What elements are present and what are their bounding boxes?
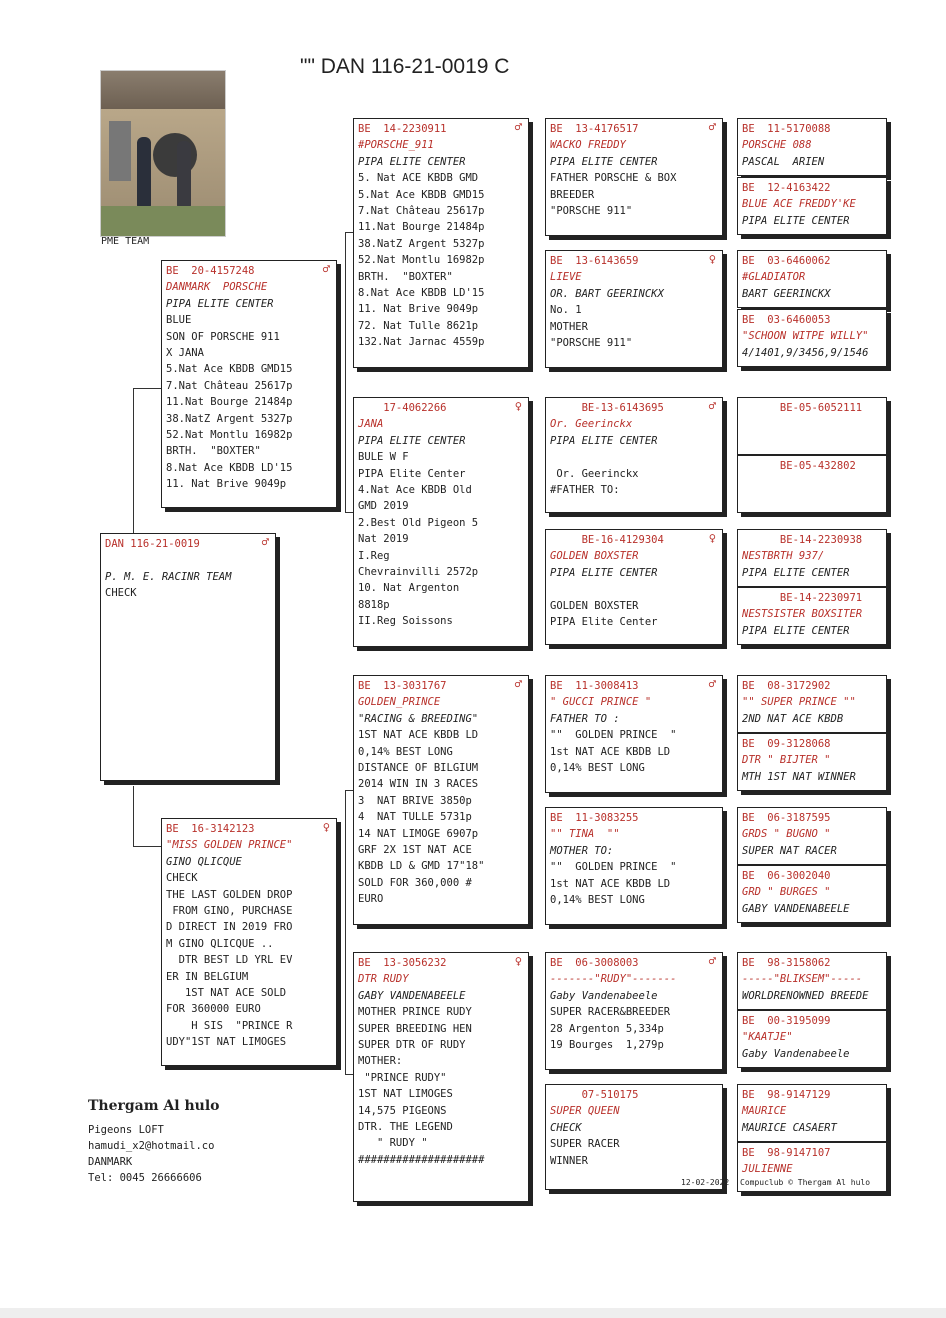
pigeon-g7 [737,529,887,587]
pigeon-line: "PORSCHE 911" [550,336,633,349]
female-sex-icon: ♀ [322,820,330,834]
pigeon-line: "" TINA "" [550,828,620,841]
pigeon-line: SON OF PORSCHE 911 [166,330,280,343]
pigeon-line: MOTHER: [358,1055,403,1068]
pigeon-line: "" SUPER PRINCE "" [742,696,856,709]
pigeon-line: NESTBRTH 937/ [742,550,825,563]
owner-line: Pigeons LOFT [88,1124,164,1136]
ring-number: BE 11-3083255 [550,812,639,824]
pigeon-line: PORSCHE 088 [742,139,812,152]
pigeon-line: 0,14% BEST LONG [358,745,453,758]
pigeon-g14 [737,1010,887,1068]
pigeon-line: #################### [358,1153,485,1166]
pigeon-line: KBDB LD & GMD 17"18" [358,860,485,873]
ring-number: BE 16-3142123 [166,823,255,835]
pigeon-line: 72. Nat Tulle 8621p [358,319,479,332]
pigeon-line: FATHER PORSCHE & BOX [550,172,677,185]
pigeon-line: BULE W F [358,451,409,464]
pigeon-g11 [737,807,887,865]
pigeon-line: DANMARK PORSCHE [166,281,268,294]
pigeon-line: 1ST NAT LIMOGES [358,1088,453,1101]
pigeon-line: Gaby Vandenabeele [550,989,658,1002]
pigeon-line: GINO QLICQUE [166,855,242,868]
pigeon-line: X JANA [166,346,204,359]
pigeon-line: #FATHER TO: [550,483,620,496]
team-photo [100,70,226,237]
ring-number: BE 08-3172902 [742,680,831,692]
pigeon-line: 8.Nat Ace KBDB LD'15 [166,461,293,474]
ring-number: BE 14-2230911 [358,123,447,135]
ring-number: BE 13-3031767 [358,680,447,692]
pigeon-line: GOLDEN BOXSTER [550,550,639,563]
pigeon-line: NESTSISTER BOXSITER [742,608,863,621]
pigeon-line: "MISS GOLDEN PRINCE" [166,839,293,852]
pigeon-line: CHECK [166,872,198,885]
pigeon-line: II.Reg Soissons [358,615,453,628]
pigeon-line: 3 NAT BRIVE 3850p [358,794,472,807]
pigeon-line: 2ND NAT ACE KBDB [742,712,844,725]
pigeon-line: SUPER QUEEN [550,1105,620,1118]
pigeon-line: PIPA Elite Center [550,615,658,628]
pigeon-line [105,552,271,568]
pigeon-line: DTR. THE LEGEND [358,1120,453,1133]
pigeon-line: 28 Argenton 5,334p [550,1022,664,1035]
pigeon-line: " RUDY " [358,1137,428,1150]
pigeon-line: JANA [358,418,384,431]
pigeon-line: GMD 2019 [358,500,409,513]
pigeon-line: WINNER [550,1154,588,1167]
pigeon-line: "" GOLDEN PRINCE " [550,861,677,874]
pigeon-line: " GUCCI PRINCE " [550,696,652,709]
pigeon-line: 4.Nat Ace KBDB Old [358,483,472,496]
pigeon-line: MOTHER [550,320,588,333]
pigeon-line: PIPA ELITE CENTER [358,434,466,447]
pigeon-line: FOR 360000 EURO [166,1003,261,1016]
pigeon-line: 5.Nat Ace KBDB GMD15 [358,188,485,201]
pigeon-line: PIPA ELITE CENTER [742,624,850,637]
pigeon-line: THE LAST GOLDEN DROP [166,888,293,901]
pigeon-line: Or. Geerinckx [550,418,633,431]
pigeon-sire-dam [353,397,529,647]
pigeon-line: SUPER NAT RACER [742,844,837,857]
pigeon-line: BRTH. "BOXTER" [358,270,453,283]
pigeon-line: DTR BEST LD YRL EV [166,954,293,967]
pigeon-line: P. M. E. RACINR TEAM [105,570,232,583]
pigeon-line: I.Reg [358,549,390,562]
pigeon-line: 7.Nat Château 25617p [358,204,485,217]
ring-number: 17-4062266 [358,402,447,414]
page-bottom-bar [0,1308,946,1318]
owner-block [88,1098,220,1186]
pigeon-line: DISTANCE OF BILGIUM [358,761,479,774]
pigeon-line [550,581,718,597]
ring-number: BE 98-9147129 [742,1089,831,1101]
pigeon-sss [545,118,723,236]
pigeon-line: No. 1 [550,304,582,317]
ring-number: BE-14-2230938 [742,534,863,546]
pigeon-line: WORLDRENOWNED BREEDE [742,989,869,1002]
pigeon-line: BRTH. "BOXTER" [166,445,261,458]
pigeon-line: "SCHOON WITPE WILLY" [742,330,869,343]
ring-number: BE 13-4176517 [550,123,639,135]
pigeon-g8 [737,587,887,645]
pigeon-sdd [545,529,723,645]
pigeon-line: -------"RUDY"------- [550,973,677,986]
pigeon-line: OR. BART GEERINCKX [550,287,664,300]
pigeon-line: 19 Bourges 1,279p [550,1038,664,1051]
pigeon-line: M GINO QLICQUE .. [166,937,274,950]
pigeon-g9 [737,675,887,733]
pigeon-sire [161,260,337,508]
ring-number: BE 13-3056232 [358,957,447,969]
pigeon-line: WACKO FREDDY [550,139,626,152]
male-sex-icon: ♂ [261,535,269,549]
pigeon-line: 11.Nat Bourge 21484p [358,221,485,234]
footer-credit: Compuclub © Thergam Al hulo [740,1178,871,1187]
pigeon-line: 1ST NAT ACE SOLD [166,986,287,999]
pigeon-line: CHECK [105,587,137,600]
pigeon-line: 2014 WIN IN 3 RACES [358,778,479,791]
pigeon-line: 4/1401,9/3456,9/1546 [742,346,869,359]
pigeon-line: SOLD FOR 360,000 # [358,876,472,889]
pigeon-line: GRDS " BUGNO " [742,828,831,841]
pigeon-g6 [737,455,887,513]
pigeon-line: SUPER DTR OF RUDY [358,1038,466,1051]
pigeon-line: Gaby Vandenabeele [742,1047,850,1060]
pigeon-line: 14 NAT LIMOGE 6907p [358,827,479,840]
pigeon-dam-sire [353,675,529,925]
pigeon-line: MAURICE CASAERT [742,1121,837,1134]
pigeon-line: GABY VANDENABEELE [742,902,850,915]
pigeon-line: -----"BLIKSEM"----- [742,973,863,986]
pigeon-main [100,533,276,781]
pigeon-line: MTH 1ST NAT WINNER [742,770,856,783]
pigeon-g1 [737,118,887,176]
pigeon-line: Or. Geerinckx [550,467,639,480]
pigeon-line: 52.Nat Montlu 16982p [358,254,485,267]
pigeon-dss [545,675,723,793]
pigeon-line: LIEVE [550,271,582,284]
pigeon-line: BLUE [166,314,192,327]
pigeon-line: 14,575 PIGEONS [358,1104,447,1117]
pigeon-line: GRF 2X 1ST NAT ACE [358,843,472,856]
pigeon-line: 132.Nat Jarnac 4559p [358,336,485,349]
pigeon-line: 38.NatZ Argent 5327p [166,412,293,425]
footer-date: 12-02-2022 [681,1178,730,1187]
pigeon-line: FROM GINO, PURCHASE [166,904,293,917]
pigeon-line: SUPER RACER [550,1138,620,1151]
male-sex-icon: ♂ [708,120,716,134]
ring-number: BE-05-6052111 [742,402,863,414]
ring-number: BE 03-6460053 [742,314,831,326]
pigeon-line: PIPA ELITE CENTER [550,434,658,447]
pigeon-line: DTR " BIJTER " [742,754,831,767]
ring-number: BE 98-9147107 [742,1147,831,1159]
ring-number: BE 06-3187595 [742,812,831,824]
pigeon-g10 [737,733,887,791]
pigeon-line: 38.NatZ Argent 5327p [358,237,485,250]
female-sex-icon: ♀ [708,252,716,266]
pigeon-line: 11. Nat Brive 9049p [358,303,479,316]
male-sex-icon: ♂ [708,954,716,968]
ring-number: DAN 116-21-0019 [105,538,200,550]
pigeon-line: 7.Nat Château 25617p [166,379,293,392]
pigeon-line: "PORSCHE 911" [550,204,633,217]
pigeon-sds [545,397,723,513]
pigeon-line: "KAATJE" [742,1031,793,1044]
pigeon-line: 11. Nat Brive 9049p [166,478,287,491]
male-sex-icon: ♂ [514,677,522,691]
pigeon-line: MOTHER PRINCE RUDY [358,1006,472,1019]
pigeon-line: JULIENNE [742,1163,793,1176]
female-sex-icon: ♀ [708,531,716,545]
pigeon-line: FATHER TO : [550,712,620,725]
pigeon-line: H SIS "PRINCE R [166,1019,293,1032]
pigeon-line: 0,14% BEST LONG [550,893,645,906]
pigeon-ddd [545,1084,723,1190]
owner-email[interactable]: hamudi_x2@hotmail.co [88,1140,215,1152]
pigeon-line: 8.Nat Ace KBDB LD'15 [358,286,485,299]
female-sex-icon: ♀ [514,399,522,413]
pigeon-line: MOTHER TO: [550,844,614,857]
pigeon-line: #PORSCHE_911 [358,139,434,152]
pigeon-line: PIPA ELITE CENTER [742,566,850,579]
pigeon-line: 11.Nat Bourge 21484p [166,396,293,409]
pigeon-dsd [545,807,723,925]
pigeon-line: BART GEERINCKX [742,287,831,300]
female-sex-icon: ♀ [514,954,522,968]
pigeon-line: EURO [358,893,384,906]
pigeon-line: PIPA ELITE CENTER [742,214,850,227]
pigeon-line: CHECK [550,1121,582,1134]
pigeon-line: PIPA ELITE CENTER [358,155,466,168]
pigeon-line: 1st NAT ACE KBDB LD [550,877,671,890]
pigeon-line: Chevrainvilli 2572p [358,565,479,578]
pigeon-line: DTR RUDY [358,973,409,986]
pigeon-line: GOLDEN_PRINCE [358,696,441,709]
pigeon-line [550,449,718,465]
pigeon-line: PIPA ELITE CENTER [166,297,274,310]
pigeon-line: 2.Best Old Pigeon 5 [358,516,479,529]
male-sex-icon: ♂ [708,677,716,691]
pigeon-line: PIPA ELITE CENTER [550,155,658,168]
ring-number: BE 20-4157248 [166,265,255,277]
pigeon-line: BLUE ACE FREDDY'KE [742,198,856,211]
pigeon-line: PASCAL ARIEN [742,155,825,168]
pigeon-dds [545,952,723,1070]
pigeon-line: ER IN BELGIUM [166,970,249,983]
male-sex-icon: ♂ [708,399,716,413]
pigeon-line: 8818p [358,598,390,611]
male-sex-icon: ♂ [514,120,522,134]
pigeon-g3 [737,250,887,308]
pigeon-line: 5. Nat ACE KBDB GMD [358,172,479,185]
pigeon-sire-sire [353,118,529,368]
ring-number: BE-16-4129304 [550,534,664,546]
ring-number: BE 98-3158062 [742,957,831,969]
pigeon-line: 0,14% BEST LONG [550,761,645,774]
pedigree-title: "" DAN 116-21-0019 C [300,55,510,78]
pigeon-g13 [737,952,887,1010]
pigeon-line: #GLADIATOR [742,271,806,284]
pigeon-line: GOLDEN BOXSTER [550,599,639,612]
ring-number: BE 00-3195099 [742,1015,831,1027]
pigeon-line: UDY"1ST NAT LIMOGES [166,1036,287,1049]
pigeon-line: 1st NAT ACE KBDB LD [550,745,671,758]
pigeon-dam [161,818,337,1066]
pigeon-line: GRD " BURGES " [742,886,831,899]
ring-number: BE 11-5170088 [742,123,831,135]
pigeon-line: 52.Nat Montlu 16982p [166,428,293,441]
ring-number: BE 06-3002040 [742,870,831,882]
ring-number: BE 13-6143659 [550,255,639,267]
ring-number: 07-510175 [550,1089,639,1101]
pigeon-line: Nat 2019 [358,533,409,546]
male-sex-icon: ♂ [322,262,330,276]
pigeon-ssd [545,250,723,368]
pigeon-line: D DIRECT IN 2019 FRO [166,921,293,934]
ring-number: BE-13-6143695 [550,402,664,414]
pigeon-line: PIPA Elite Center [358,467,466,480]
ring-number: BE-14-2230971 [742,592,863,604]
owner-phone: Tel: 0045 26666606 [88,1172,202,1184]
pigeon-line: BREEDER [550,188,595,201]
ring-number: BE 09-3128068 [742,738,831,750]
ring-number: BE-05-432802 [742,460,856,472]
owner-line: DANMARK [88,1156,133,1168]
pigeon-g4 [737,309,887,367]
pigeon-line: 4 NAT TULLE 5731p [358,811,472,824]
pigeon-line: SUPER BREEDING HEN [358,1022,472,1035]
pigeon-line: GABY VANDENABEELE [358,989,466,1002]
ring-number: BE 06-3008003 [550,957,639,969]
pigeon-line: "" GOLDEN PRINCE " [550,729,677,742]
pigeon-line: SUPER RACER&BREEDER [550,1006,671,1019]
ring-number: BE 03-6460062 [742,255,831,267]
pigeon-line: 1ST NAT ACE KBDB LD [358,729,479,742]
pigeon-dam-dam [353,952,529,1202]
ring-number: BE 12-4163422 [742,182,831,194]
ring-number: BE 11-3008413 [550,680,639,692]
pigeon-line: 5.Nat Ace KBDB GMD15 [166,363,293,376]
pigeon-g2 [737,177,887,235]
photo-caption: PME TEAM [101,236,150,247]
pigeon-line: "PRINCE RUDY" [358,1071,447,1084]
pigeon-line: PIPA ELITE CENTER [550,566,658,579]
pigeon-line: 10. Nat Argenton [358,582,460,595]
owner-name: Thergam Al hulo [88,1098,220,1114]
pigeon-line: MAURICE [742,1105,787,1118]
pigeon-line: "RACING & BREEDING" [358,712,479,725]
pigeon-g5 [737,397,887,455]
pigeon-g15 [737,1084,887,1142]
pigeon-g12 [737,865,887,923]
